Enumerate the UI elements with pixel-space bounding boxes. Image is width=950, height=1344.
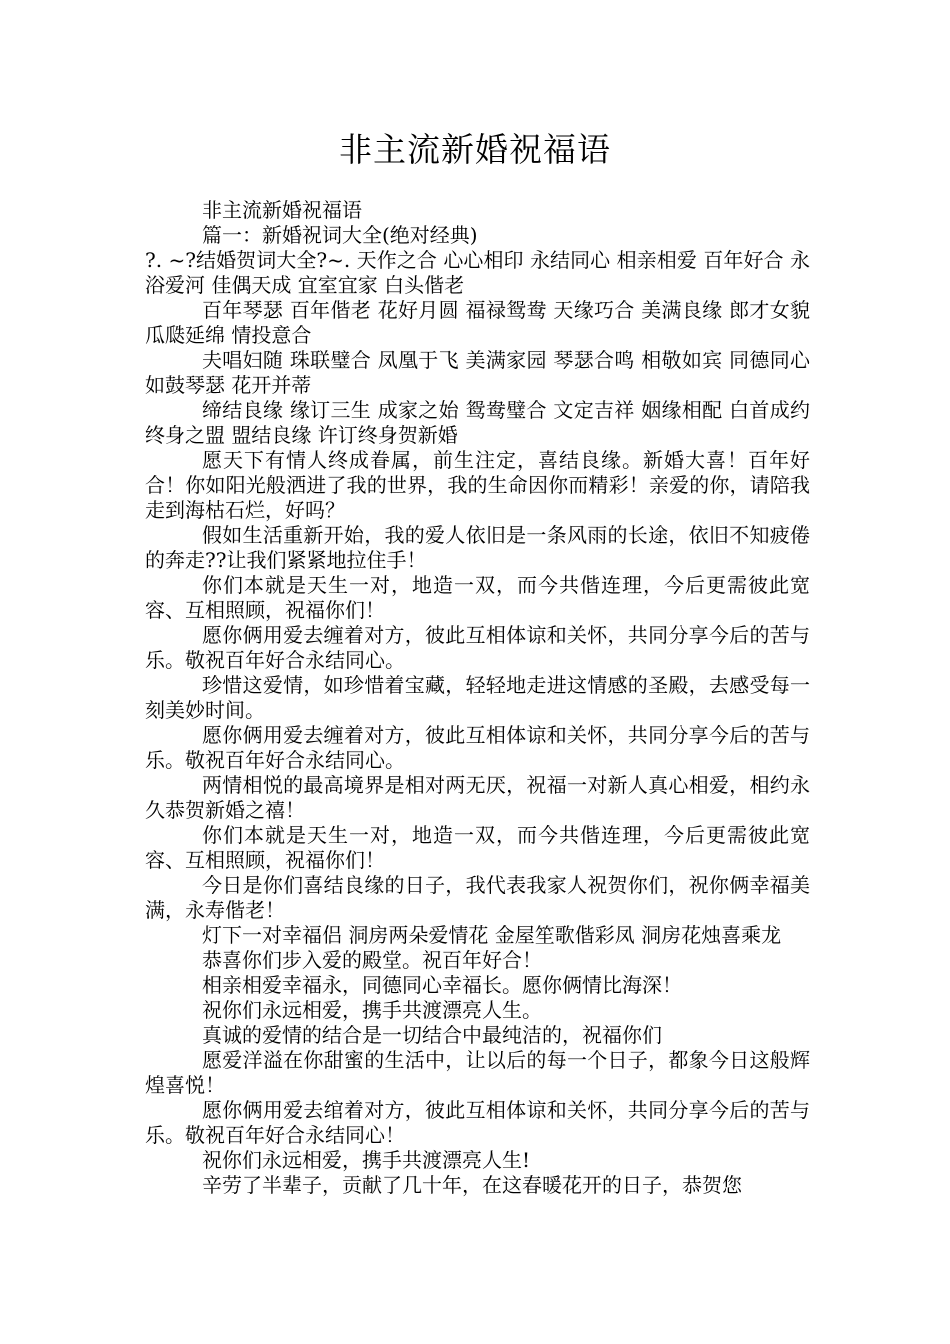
paragraph: 夫唱妇随 珠联璧合 凤凰于飞 美满家园 琴瑟合鸣 相敬如宾 同德同心 如鼓琴瑟 花开并蒂	[145, 348, 817, 397]
paragraph: 真诚的爱情的结合是一切结合中最纯洁的，祝福你们	[202, 1023, 662, 1047]
paragraph: 你们本就是天生一对，地造一双，而今共偕连理，今后更需彼此宽容、互相照顾，祝福你们！	[145, 823, 810, 872]
paragraph: 祝你们永远相爱，携手共渡漂亮人生!	[202, 1148, 531, 1172]
paragraph: 祝你们永远相爱，携手共渡漂亮人生。	[202, 998, 542, 1022]
paragraph: 篇一：新婚祝词大全(绝对经典)	[202, 223, 478, 247]
paragraph: 百年琴瑟 百年偕老 花好月圆 福禄鸳鸯 天缘巧合 美满良缘 郎才女貌 瓜瓞延绵 情投意合	[145, 298, 817, 347]
paragraph: 灯下一对幸福侣 洞房两朵爱情花 金屋笙歌偕彩凤 洞房花烛喜乘龙	[202, 923, 782, 947]
paragraph: 愿天下有情人终成眷属，前生注定，喜结良缘。新婚大喜！百年好合！你如阳光般洒进了我的世界，我的生命因你而精彩！亲爱的你，请陪我走到海枯石烂，好吗？	[145, 448, 810, 522]
paragraph: 珍惜这爱情，如珍惜着宝藏，轻轻地走进这情感的圣殿，去感受每一刻美妙时间。	[145, 673, 810, 722]
paragraph: 缔结良缘 缘订三生 成家之始 鸳鸯璧合 文定吉祥 姻缘相配 白首成约 终身之盟 盟结良缘 许订终身贺新婚	[145, 398, 817, 447]
paragraph: 愿你俩用爱去缠着对方，彼此互相体谅和关怀，共同分享今后的苦与乐。敬祝百年好合永结同心。	[145, 623, 810, 672]
document-title: 非主流新婚祝福语	[339, 130, 611, 169]
paragraph: 今日是你们喜结良缘的日子，我代表我家人祝贺你们，祝你俩幸福美满，永寿偕老！	[145, 873, 810, 922]
paragraph: 恭喜你们步入爱的殿堂。祝百年好合！	[202, 948, 542, 972]
paragraph: 愿你俩用爱去绾着对方，彼此互相体谅和关怀，共同分享今后的苦与乐。敬祝百年好合永结同心！	[145, 1098, 810, 1147]
paragraph: 辛劳了半辈子，贡献了几十年，在这春暖花开的日子，恭贺您	[202, 1173, 742, 1197]
paragraph: 相亲相爱幸福永，同德同心幸福长。愿你俩情比海深！	[202, 973, 682, 997]
paragraph: 愿你俩用爱去缠着对方，彼此互相体谅和关怀，共同分享今后的苦与乐。敬祝百年好合永结同心。	[145, 723, 810, 772]
paragraph: 愿爱洋溢在你甜蜜的生活中，让以后的每一个日子，都象今日这般辉煌喜悦！	[145, 1048, 810, 1097]
paragraph: 你们本就是天生一对，地造一双，而今共偕连理，今后更需彼此宽容、互相照顾，祝福你们！	[145, 573, 810, 622]
paragraph: 两情相悦的最高境界是相对两无厌，祝福一对新人真心相爱，相约永久恭贺新婚之禧！	[145, 773, 810, 822]
document-body	[145, 198, 817, 1198]
paragraph: ?. ~?结婚贺词大全?~. 天作之合 心心相印 永结同心 相亲相爱 百年好合 永浴爱河 佳偶天成 宜室宜家 白头偕老	[145, 248, 810, 297]
paragraph: 假如生活重新开始，我的爱人依旧是一条风雨的长途，依旧不知疲倦的奔走??让我们紧紧地拉住手！	[145, 523, 810, 572]
paragraph: 非主流新婚祝福语	[202, 198, 362, 222]
